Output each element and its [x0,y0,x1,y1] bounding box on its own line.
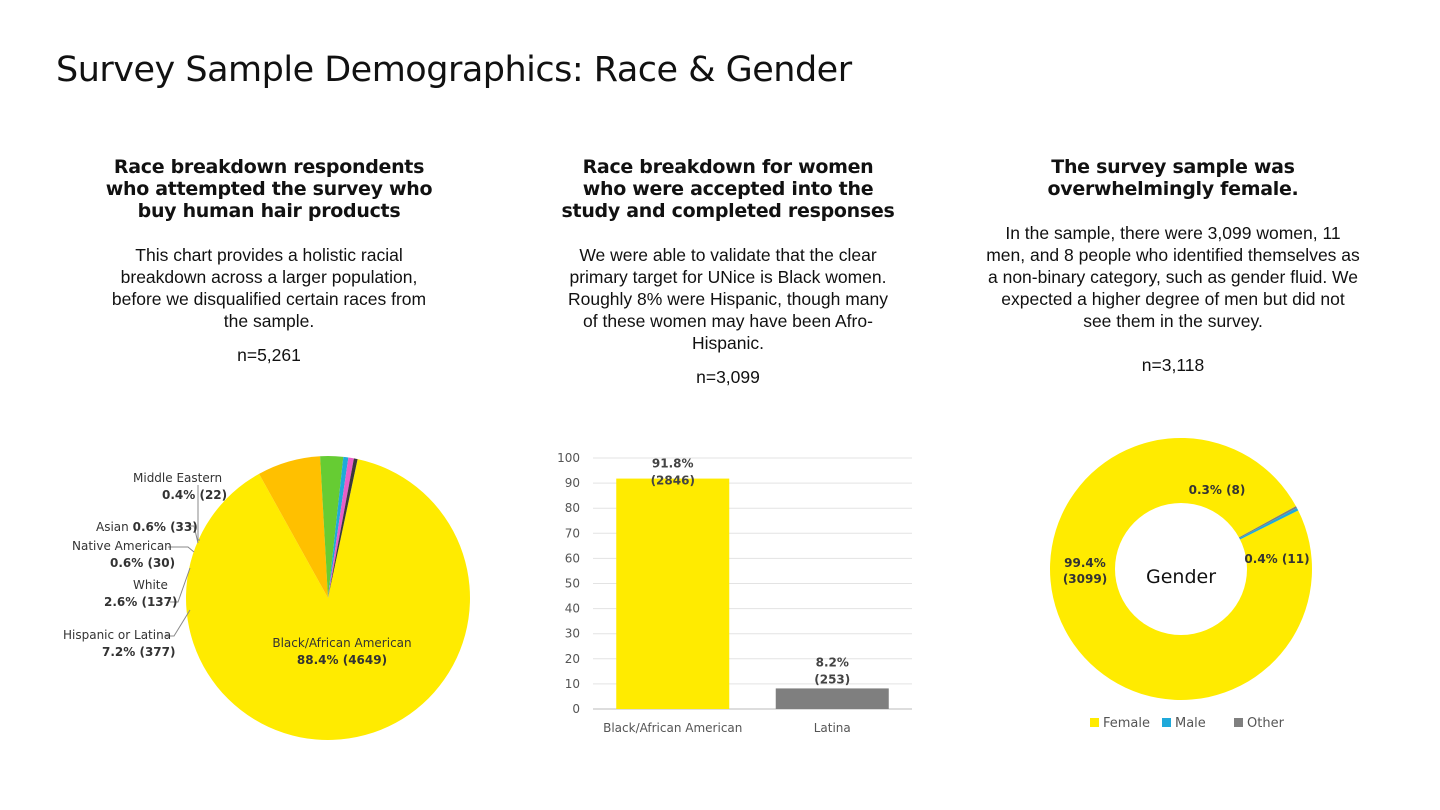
panel-heading: Race breakdown for women who were accepted into the study and completed responses [561,156,895,222]
panel-heading: Race breakdown respondents who attempted the survey who buy human hair products [105,156,433,222]
slice-label-male: 0.4% (11) [1244,552,1310,566]
slice-label-pct: 7.2% (377) [102,645,176,659]
slice-label-name: Native American [72,539,172,553]
page-title: Survey Sample Demographics: Race & Gender [56,50,852,90]
legend-label-male: Male [1175,716,1206,731]
slice-label-female-count: (3099) [1062,572,1108,586]
data-label-count: (2846) [650,473,695,488]
slice-label-pct: 2.6% (137) [104,595,178,609]
sample-size: n=3,118 [1141,355,1205,375]
donut-center-label: Gender [1145,566,1217,588]
bar-black-african-american [616,479,729,709]
slice-label-name: White [133,578,168,592]
leader-line-native-american [168,547,194,552]
y-tick-label: 70 [564,526,580,541]
legend-label-other: Other [1247,716,1284,731]
slice-label-name: Middle Eastern [133,471,223,485]
sample-size: n=3,099 [696,367,760,387]
panel-description: We were able to validate that the clear primary target for UNice is Black women. Roughly 8% were Hispanic, though many of these women may have been Afro-Hispanic. [567,245,889,353]
panel-heading: The survey sample was overwhelmingly female. [1047,156,1299,200]
gender-donut-chart [1030,430,1330,750]
slice-label-name: Black/African American [272,636,412,650]
gender-panel [985,156,1361,376]
x-tick-label: Latina [813,721,851,735]
slice-label-female-pct: 99.4% [1064,556,1106,570]
slice-label-name: Asian 0.6% (33) [96,520,198,534]
race-pie-chart [50,440,490,750]
bar-latina [776,688,889,709]
race-all-panel [100,156,438,366]
y-tick-label: 40 [564,601,580,616]
slice-label-other: 0.3% (8) [1188,483,1246,497]
y-tick-label: 60 [564,551,580,566]
slice-label-pct: 0.6% (30) [110,556,176,570]
y-tick-label: 80 [564,501,580,516]
slice-label-pct: 0.4% (22) [162,488,228,502]
y-tick-label: 20 [564,651,580,666]
slice-label-pct: 88.4% (4649) [296,653,388,667]
race-women-panel [560,156,896,388]
data-label-count: (253) [814,672,851,687]
y-tick-label: 10 [564,676,580,691]
legend-label-female: Female [1103,716,1151,731]
legend-swatch-female [1090,718,1099,727]
legend-swatch-male [1162,718,1171,727]
y-tick-label: 50 [564,576,580,591]
x-tick-label: Black/African American [603,721,743,735]
data-label-pct: 8.2% [815,655,849,670]
race-women-bar-chart [540,440,930,750]
y-tick-label: 0 [572,702,580,716]
data-label-pct: 91.8% [651,456,694,471]
sample-size: n=5,261 [237,345,301,365]
slice-label-name: Hispanic or Latina [63,628,172,642]
y-tick-label: 30 [564,626,580,641]
legend-swatch-other [1234,718,1243,727]
y-tick-label: 100 [557,451,580,465]
panel-description: In the sample, there were 3,099 women, 11 men, and 8 people who identified themselves as a non-binary category, such as gender fluid. We expected a higher degree of men but did not see them in the survey. [986,223,1360,331]
panel-description: This chart provides a holistic racial breakdown across a larger population, before we disqualified certain races from the sample. [111,245,427,331]
y-tick-label: 90 [564,476,580,491]
